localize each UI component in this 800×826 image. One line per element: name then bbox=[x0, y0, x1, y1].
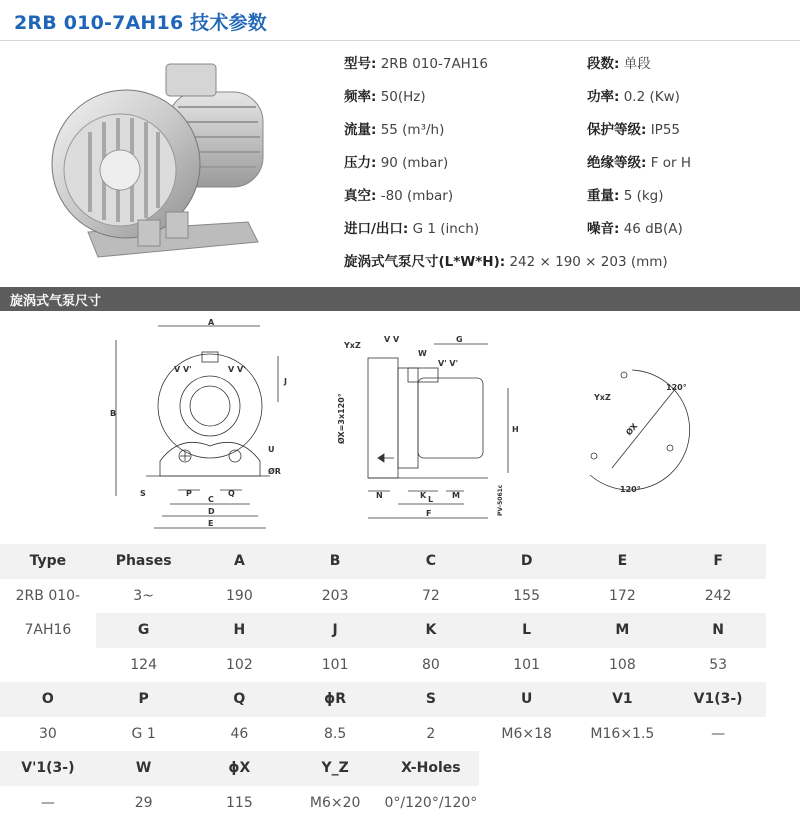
table-cell-empty bbox=[575, 751, 671, 786]
spec-insulation: 绝缘等级: F or H bbox=[587, 155, 692, 171]
table-cell: 8.5 bbox=[323, 725, 347, 742]
table-header-cell: F bbox=[670, 544, 766, 579]
table-header-cell: Q bbox=[192, 682, 288, 717]
table-cell: G 1 bbox=[131, 725, 156, 742]
table-row bbox=[0, 648, 766, 683]
table-cell: M6×18 bbox=[501, 725, 552, 742]
spec-noise: 噪音: 46 dB(A) bbox=[587, 221, 683, 237]
label-g: G bbox=[456, 335, 463, 344]
title-divider bbox=[0, 40, 800, 41]
label-phix-side: ØX=3x120° bbox=[337, 393, 346, 444]
table-cell: 242 bbox=[704, 587, 732, 604]
spec-inlet-outlet: 进口/出口: G 1 (inch) bbox=[344, 221, 480, 237]
spec-dimensions: 旋涡式气泵尺寸(L*W*H): 242 × 190 × 203 (mm) bbox=[344, 254, 668, 270]
table-cell-type-bottom: 7AH16 bbox=[0, 613, 96, 648]
section-header bbox=[0, 287, 800, 311]
label-vv-left: V V' bbox=[174, 365, 192, 374]
table-cell-empty bbox=[670, 751, 766, 786]
section-title: 旋涡式气泵尺寸 bbox=[10, 294, 102, 309]
table-row bbox=[0, 786, 766, 821]
side-view-drawing bbox=[338, 328, 528, 528]
table-row bbox=[0, 717, 766, 752]
table-cell: M6×20 bbox=[309, 794, 361, 811]
label-vv-right: V V' bbox=[228, 365, 246, 374]
table-header-cell: O bbox=[0, 682, 96, 717]
table-header-cell: B bbox=[287, 544, 383, 579]
table-cell: 172 bbox=[609, 587, 636, 604]
table-header-row bbox=[0, 613, 766, 648]
table-cell: M16×1.5 bbox=[590, 725, 655, 742]
table-header-cell: U bbox=[479, 682, 575, 717]
spec-power: 功率: 0.2 (Kw) bbox=[587, 89, 680, 105]
table-header-cell: Phases bbox=[96, 544, 192, 579]
front-view-drawing bbox=[110, 316, 310, 538]
table-header-cell: G bbox=[96, 613, 192, 648]
label-b: B bbox=[110, 409, 117, 418]
table-header-cell: V1(3-) bbox=[670, 682, 766, 717]
table-cell: 72 bbox=[421, 587, 440, 604]
table-cell: 46 bbox=[230, 725, 249, 742]
table-cell: 190 bbox=[226, 587, 253, 604]
label-r: ØR bbox=[268, 467, 281, 476]
blower-product-image bbox=[48, 52, 288, 272]
table-cell: 29 bbox=[134, 794, 153, 811]
table-cell: 3~ bbox=[133, 587, 154, 604]
table-header-cell: A bbox=[192, 544, 288, 579]
spec-model: 型号: 2RB 010-7AH16 bbox=[344, 56, 489, 72]
label-f: F bbox=[426, 509, 432, 518]
table-header-cell: L bbox=[479, 613, 575, 648]
spec-weight: 重量: 5 (kg) bbox=[587, 188, 664, 204]
spec-pressure: 压力: 90 (mbar) bbox=[344, 155, 449, 171]
label-pv: PV-5061c bbox=[497, 484, 504, 516]
table-cell: 155 bbox=[513, 587, 540, 604]
table-cell: 115 bbox=[226, 794, 253, 811]
label-d: D bbox=[208, 507, 215, 516]
table-header-cell: V1 bbox=[575, 682, 671, 717]
label-s: S bbox=[140, 489, 146, 498]
page-title: 2RB 010-7AH16 技术参数 bbox=[14, 12, 267, 34]
table-header-cell: Type bbox=[0, 544, 96, 579]
table-header-cell: Y_Z bbox=[287, 751, 383, 786]
label-l: L bbox=[428, 495, 434, 504]
table-header-cell: V'1(3-) bbox=[0, 751, 96, 786]
table-header-cell: E bbox=[575, 544, 671, 579]
label-120-top: 120° bbox=[666, 383, 687, 392]
label-u: U bbox=[268, 445, 275, 454]
label-yxz: YxZ bbox=[594, 393, 611, 402]
label-j: J bbox=[284, 377, 287, 386]
table-header-cell: ϕR bbox=[287, 682, 383, 717]
flange-view-drawing bbox=[572, 360, 702, 500]
table-cell: 80 bbox=[421, 656, 440, 673]
table-cell-empty bbox=[670, 786, 766, 821]
table-cell-type-top: 2RB 010- bbox=[15, 587, 81, 604]
label-h: H bbox=[512, 425, 519, 434]
label-v: V V bbox=[384, 335, 400, 344]
table-header-cell: M bbox=[575, 613, 671, 648]
table-header-row bbox=[0, 544, 766, 579]
label-n: N bbox=[376, 491, 383, 500]
label-yxz-side: YxZ bbox=[344, 341, 361, 350]
table-cell: 30 bbox=[38, 725, 57, 742]
spec-frequency: 频率: 50(Hz) bbox=[344, 89, 426, 105]
table-cell: 2 bbox=[426, 725, 436, 742]
table-cell: 0°/120°/120° bbox=[384, 794, 478, 811]
table-cell-empty bbox=[479, 786, 575, 821]
table-cell: 203 bbox=[321, 587, 349, 604]
spec-protection: 保护等级: IP55 bbox=[587, 122, 680, 138]
table-header-row bbox=[0, 751, 766, 786]
label-q: Q bbox=[228, 489, 235, 498]
table-cell: 101 bbox=[513, 656, 540, 673]
label-p: P bbox=[186, 489, 192, 498]
table-header-row bbox=[0, 682, 766, 717]
label-e: E bbox=[208, 519, 214, 528]
table-row bbox=[0, 579, 766, 614]
table-header-cell: C bbox=[383, 544, 479, 579]
label-c: C bbox=[208, 495, 214, 504]
table-header-cell: W bbox=[96, 751, 192, 786]
table-cell: 53 bbox=[709, 656, 728, 673]
table-cell: 101 bbox=[321, 656, 349, 673]
spec-stage: 段数: 单段 bbox=[587, 56, 651, 72]
table-cell: — bbox=[40, 794, 55, 811]
table-cell-empty bbox=[0, 648, 96, 683]
table-header-cell: S bbox=[383, 682, 479, 717]
label-k: K bbox=[420, 491, 427, 500]
table-header-cell: K bbox=[383, 613, 479, 648]
table-header-cell: D bbox=[479, 544, 575, 579]
table-cell-empty bbox=[575, 786, 671, 821]
label-vprime: V' V' bbox=[438, 359, 459, 368]
table-header-cell: N bbox=[670, 613, 766, 648]
spec-vacuum: 真空: -80 (mbar) bbox=[344, 188, 454, 204]
table-cell: 102 bbox=[226, 656, 253, 673]
table-cell: 124 bbox=[130, 656, 157, 673]
table-header-cell: J bbox=[287, 613, 383, 648]
parameter-table bbox=[0, 544, 766, 820]
spec-flow: 流量: 55 (m³/h) bbox=[344, 122, 445, 138]
table-cell: 108 bbox=[609, 656, 636, 673]
table-header-cell: X-Holes bbox=[383, 751, 479, 786]
label-m: M bbox=[452, 491, 460, 500]
label-120-bottom: 120° bbox=[620, 485, 641, 494]
table-header-cell: H bbox=[192, 613, 288, 648]
label-phix: ØX bbox=[624, 421, 640, 438]
table-cell-empty bbox=[479, 751, 575, 786]
label-w: W bbox=[418, 349, 427, 358]
label-a: A bbox=[208, 318, 215, 327]
table-header-cell: ϕX bbox=[192, 751, 288, 786]
table-header-cell: P bbox=[96, 682, 192, 717]
table-cell: — bbox=[711, 725, 726, 742]
